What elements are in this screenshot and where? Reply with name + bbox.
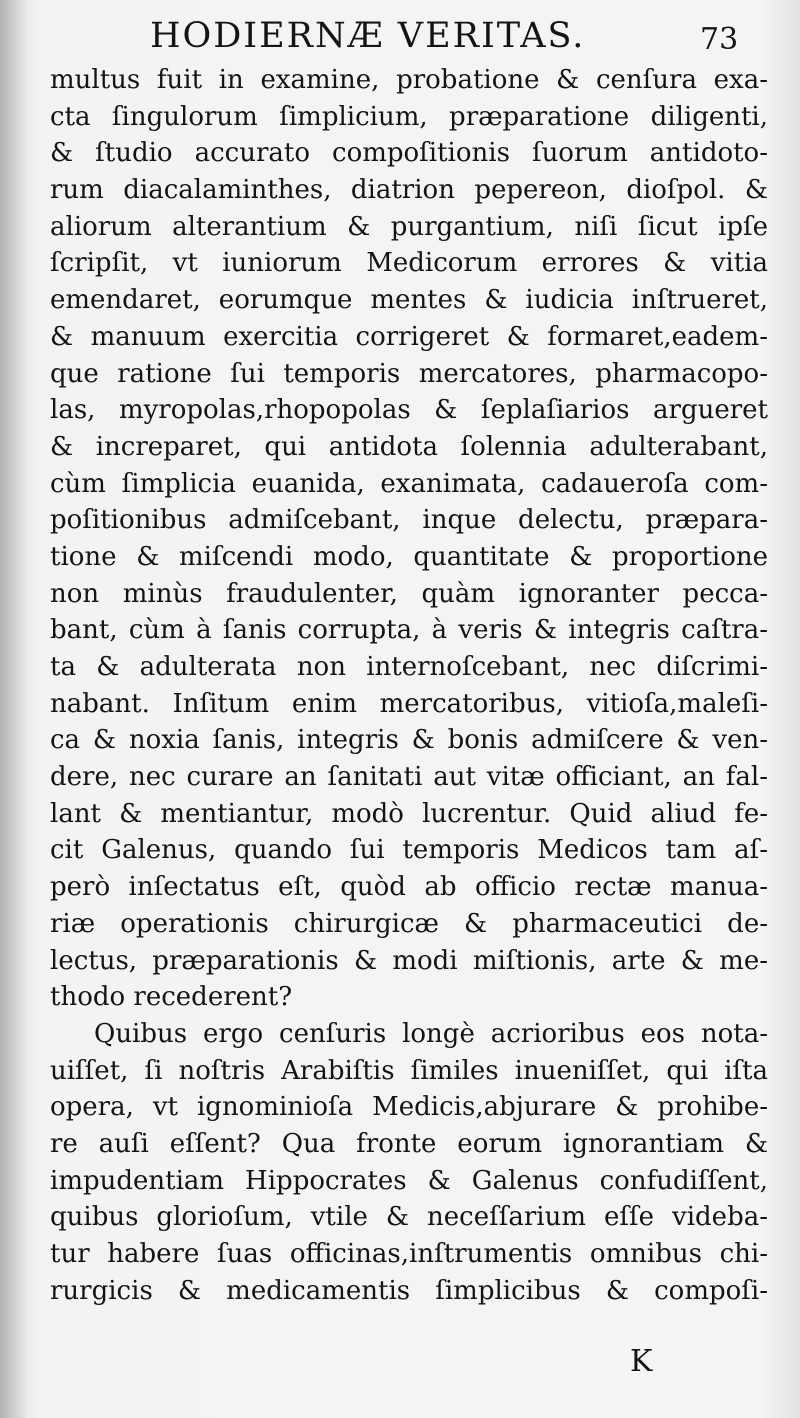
gutter-shadow <box>0 0 28 1418</box>
text-line: opera, vt ignominioſa Medicis,abjurare & prohibe- <box>50 1092 768 1123</box>
signature-mark: K <box>630 1344 653 1379</box>
text-line: ta & adulterata non internoſcebant, nec diſcrimi- <box>50 652 768 682</box>
text-line: ſcripſit, vt iuniorum Medicorum errores & vitia <box>50 248 768 279</box>
text-line: re auſi eſſent? Qua fronte eorum ignorantiam & <box>50 1128 768 1159</box>
text-line: & manuum exercitia corrigeret & formaret,eadem- <box>50 321 768 352</box>
text-line: ca & noxia ſanis, integris & bonis admiſcere & ven- <box>50 725 768 756</box>
text-line: impudentiam Hippocrates & Galenus confudiſſent, <box>50 1165 768 1196</box>
text-line: poſitionibus admiſcebant, inque delectu, præpara- <box>50 505 768 536</box>
text-line: riæ operationis chirurgicæ & pharmaceutici de- <box>50 908 768 939</box>
text-line: dere, nec curare an ſanitati aut vitæ officiant, an fal- <box>50 762 768 793</box>
text-line: però inſectatus eſt, quòd ab officio rectæ manua- <box>50 872 768 903</box>
text-line: rurgicis & medicamentis ſimplicibus & compoſi- <box>50 1275 768 1306</box>
text-line: & ſtudio accurato compoſitionis ſuorum antidoto- <box>50 138 768 169</box>
text-line: bant, cùm à ſanis corrupta, à veris & integris caſtra- <box>50 615 768 646</box>
body-text <box>50 62 768 1309</box>
text-line: que ratione ſui temporis mercatores, pharmacopo- <box>50 358 768 389</box>
text-line: nabant. Inſitum enim mercatoribus, vitioſa,maleſi- <box>50 688 768 719</box>
text-line: & increparet, qui antidota ſolennia adulterabant, <box>50 431 768 462</box>
text-line: quibus glorioſum, vtile & neceſſarium eſſe videba- <box>50 1202 768 1233</box>
text-line: rum diacalaminthes, diatrion pepereon, dioſpol. & <box>50 175 768 206</box>
text-line: cit Galenus, quando ſui temporis Medicos tam aſ- <box>50 835 768 866</box>
page-number: 73 <box>700 22 739 57</box>
text-line: uiſſet, ſi noſtris Arabiſtis ſimiles inueniſſet, qui iſta <box>50 1055 768 1086</box>
paragraph-end-line: thodo recederent? <box>50 982 293 1013</box>
text-line: aliorum alterantium & purgantium, niſi ſicut ipſe <box>50 211 768 242</box>
text-line: emendaret, eorumque mentes & iudicia inſtrueret, <box>50 285 768 316</box>
text-line: lectus, præparationis & modi miſtionis, arte & me- <box>50 945 768 976</box>
text-line: cùm ſimplicia euanida, exanimata, cadaueroſa com- <box>50 468 768 499</box>
text-line: tione & miſcendi modo, quantitate & proportione <box>50 541 768 572</box>
text-line: lant & mentiantur, modò lucrentur. Quid aliud fe- <box>50 798 768 829</box>
text-line: cta ſingulorum ſimplicium, præparatione diligenti, <box>50 101 768 132</box>
text-line: multus fuit in examine, probatione & cenſura exa- <box>50 65 768 95</box>
text-line: tur habere ſuas officinas,inſtrumentis omnibus chi- <box>50 1239 768 1269</box>
running-title: HODIERNÆ VERITAS. <box>150 16 586 56</box>
text-line: las, myropolas,rhopopolas & ſeplaſiarios argueret <box>50 395 768 426</box>
text-line: non minùs fraudulenter, quàm ignoranter pecca- <box>50 578 768 609</box>
paragraph-start-line: Quibus ergo cenſuris longè acrioribus eos nota- <box>94 1018 768 1049</box>
